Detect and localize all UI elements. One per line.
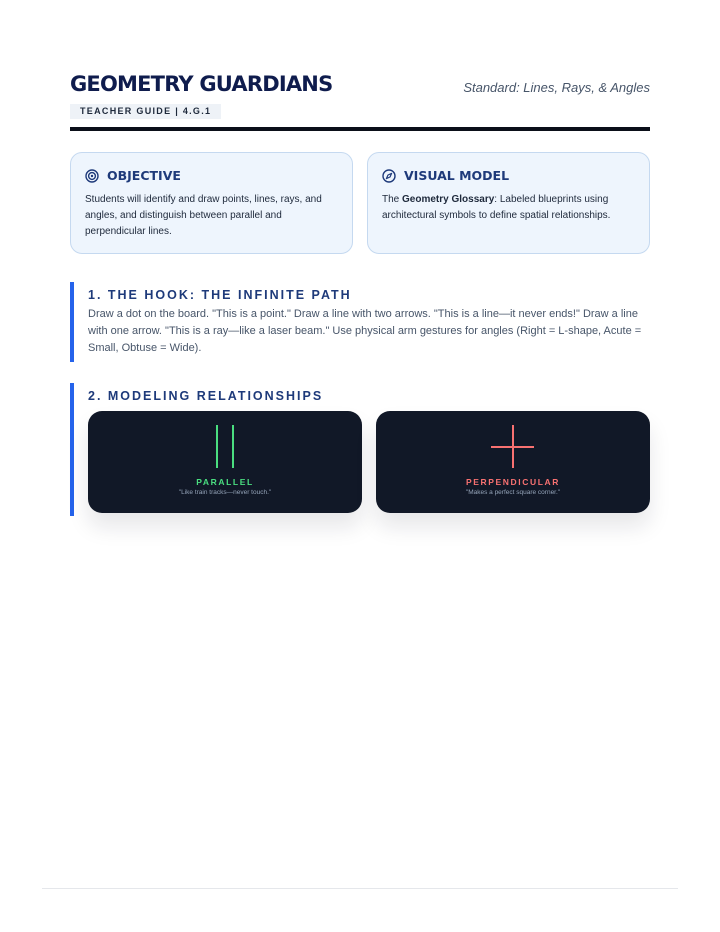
page-header [70,72,650,130]
modeling-title: 2. MODELING RELATIONSHIPS [88,389,324,403]
objective-text: Students will identify and draw points, lines, rays, and angles, and distinguish between parallel and perpendicular lines. [85,194,322,237]
page-title: GEOMETRY GUARDIANS [70,72,333,96]
parallel-quote: "Like train tracks—never touch." [178,489,272,496]
guide-tag: TEACHER GUIDE | 4.G.1 [70,104,221,119]
parallel-lines-icon [88,411,362,513]
standard-label: Standard: Lines, Rays, & Angles [463,80,650,95]
footer-divider [42,888,678,889]
objective-heading: OBJECTIVE [107,168,181,183]
perpendicular-quote: "Makes a perfect square corner." [465,489,561,496]
visual-model-text-suffix: : Labeled blueprints using architectural symbols to define spatial relationships. [382,194,611,221]
objective-card [70,152,353,254]
perpendicular-tile [376,411,650,513]
perpendicular-lines-icon [376,411,650,513]
visual-model-heading: VISUAL MODEL [404,168,510,183]
visual-model-text [382,192,634,224]
compass-icon [382,169,396,183]
visual-model-text-prefix: The [382,194,403,205]
target-icon [85,169,99,183]
visual-model-text-bold: Geometry Glossary [402,194,495,205]
perpendicular-label: PERPENDICULAR [465,477,560,487]
hook-section [70,282,650,362]
header-divider [70,127,650,131]
visual-model-card [367,152,650,254]
parallel-label: PARALLEL [196,477,254,487]
hook-title: 1. THE HOOK: THE INFINITE PATH [88,288,352,302]
hook-text: Draw a dot on the board. "This is a point." Draw a line with two arrows. "This is a line—it never ends!" Draw a line with one arrow. "This is a ray—like a laser beam." Use physical arm gestures for angles (Right = L-shape, Acute = Small, Obtuse = Wide). [88,308,642,354]
parallel-tile [88,411,362,513]
